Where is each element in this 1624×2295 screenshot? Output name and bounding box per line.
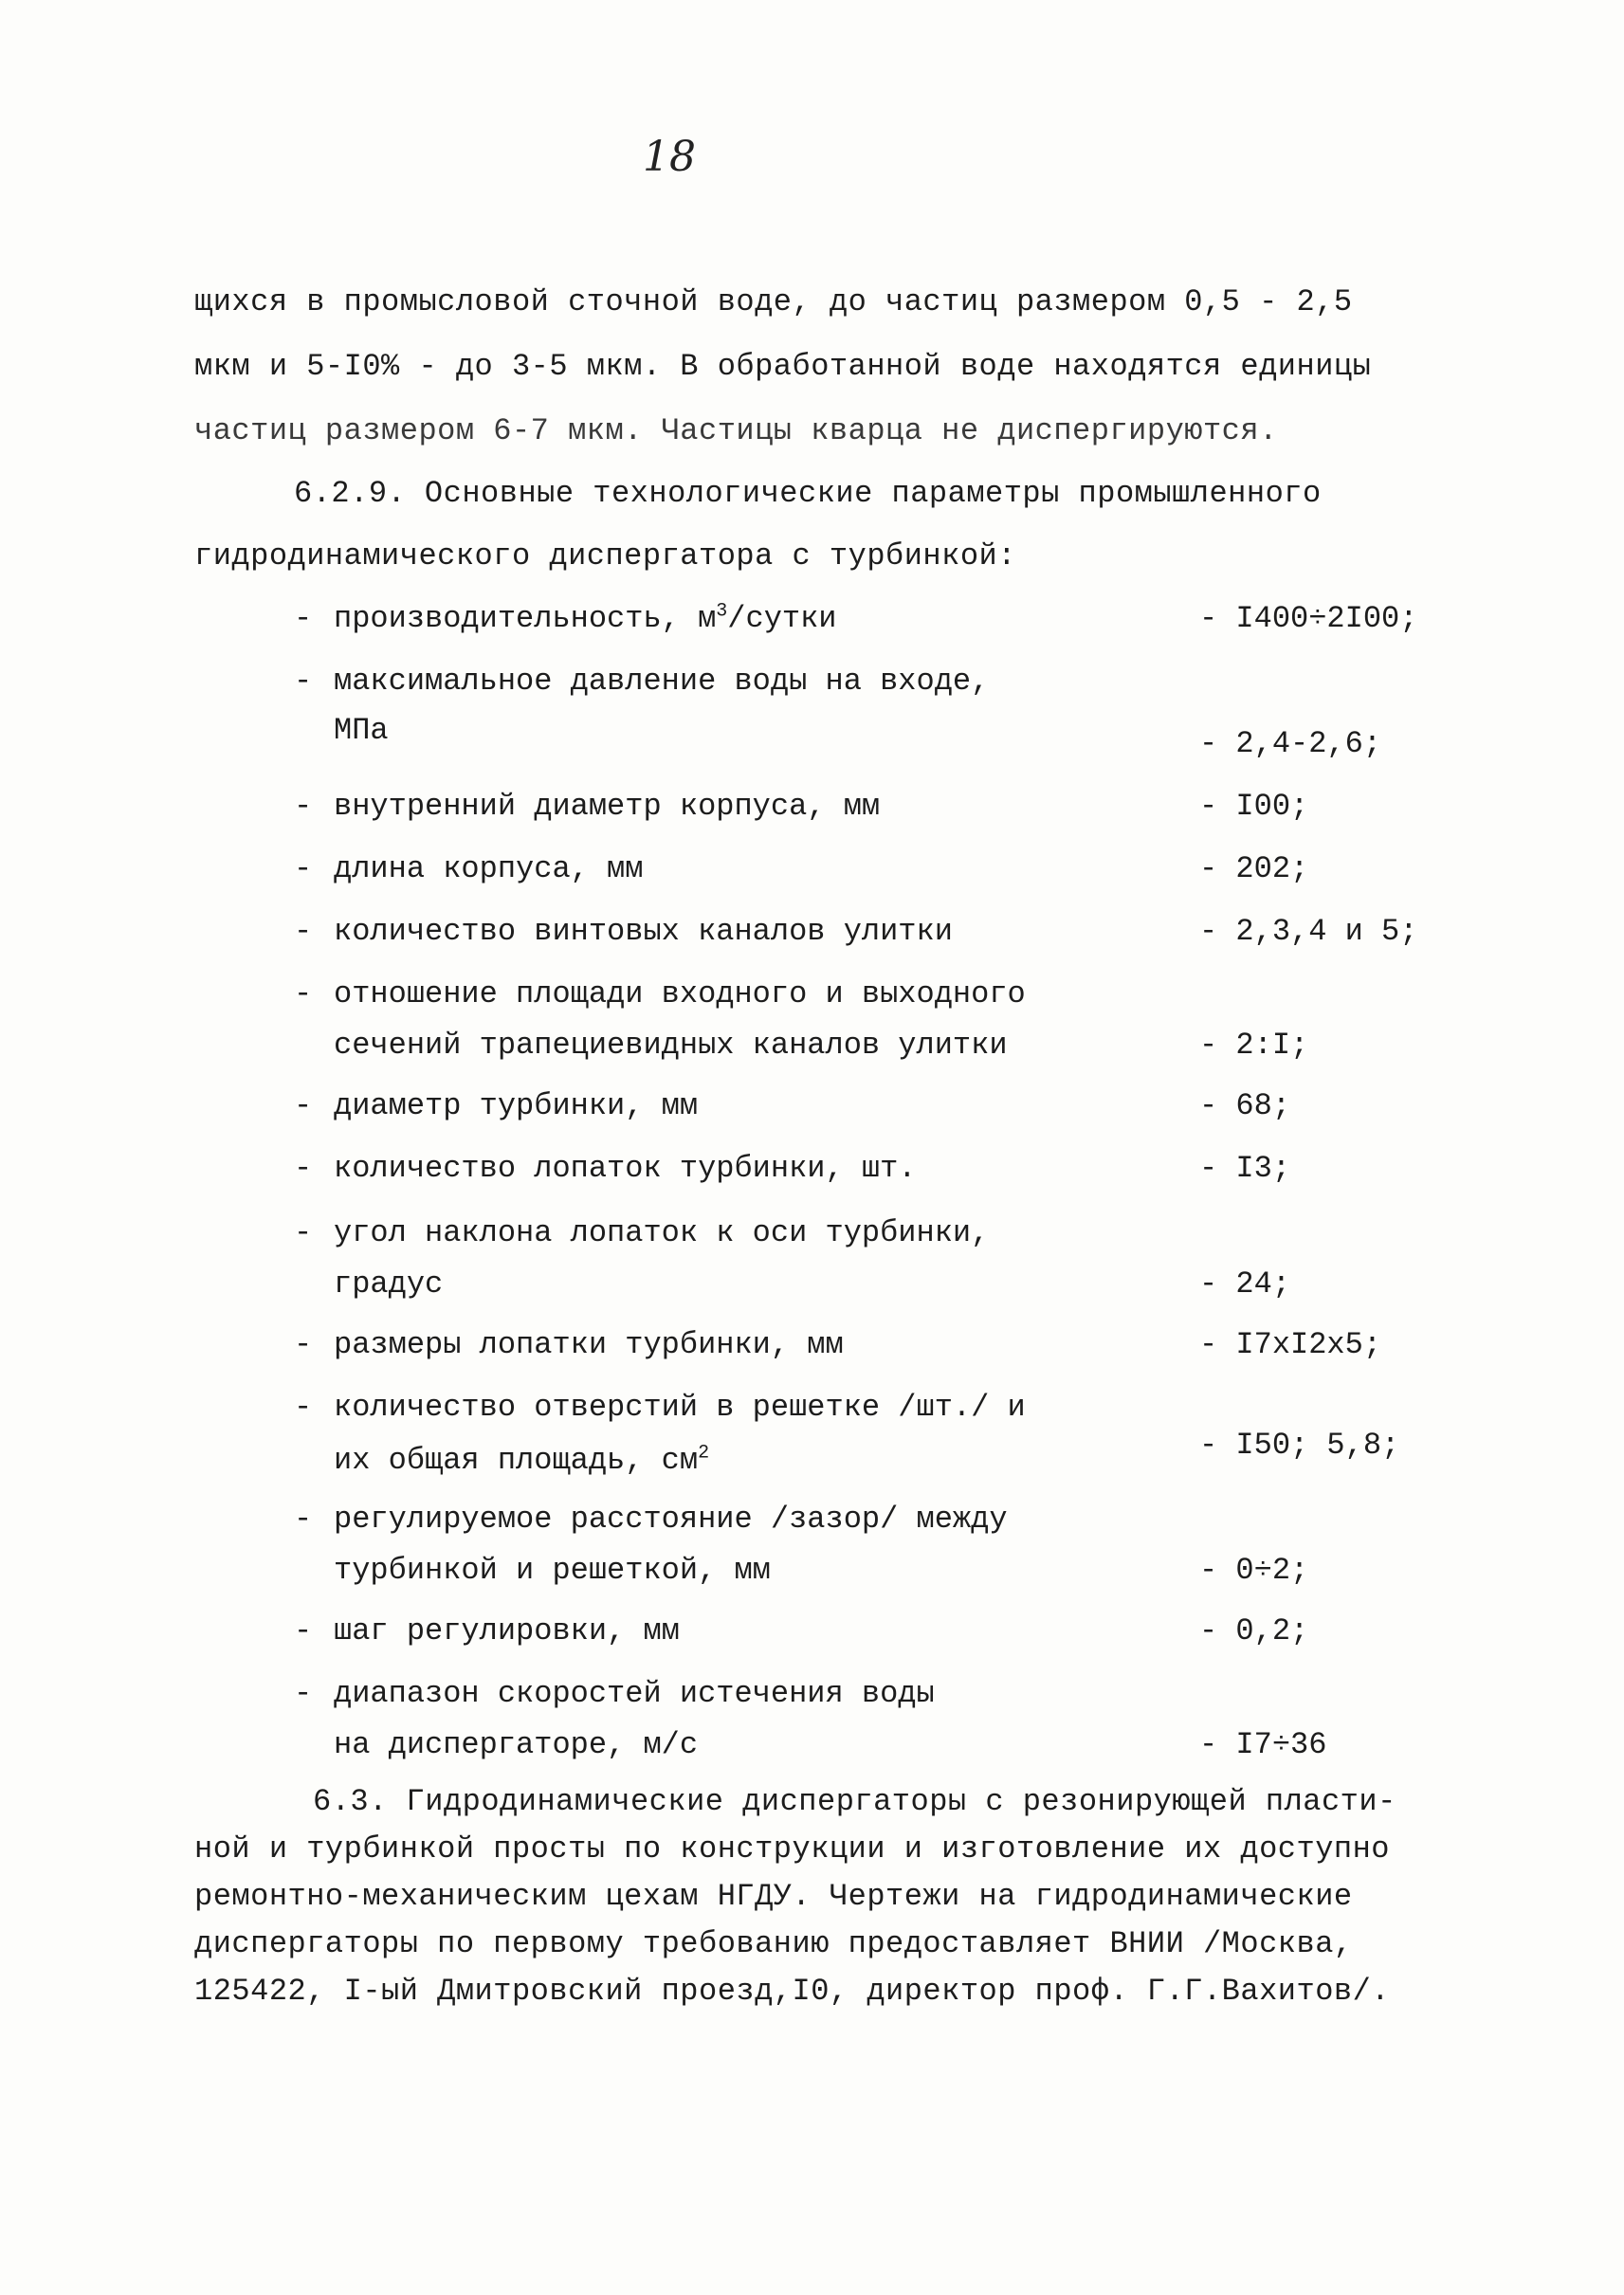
param-value: - 202; bbox=[1199, 851, 1309, 886]
param-label: - отношение площади входного и выходного bbox=[294, 976, 1026, 1011]
section-63-line: 6.3. Гидродинамические диспергаторы с резонирующей пласти- bbox=[313, 1784, 1396, 1819]
param-label-cont: МПа bbox=[334, 713, 389, 748]
section-63-line: ремонтно-механическим цехам НГДУ. Чертежи на гидродинамические bbox=[194, 1879, 1353, 1914]
param-value: - I00; bbox=[1199, 789, 1309, 824]
param-label-cont: сечений трапециевидных каналов улитки bbox=[334, 1028, 1008, 1063]
param-label: - производительность, $м^3$/сутки bbox=[294, 600, 837, 636]
param-label-cont: турбинкой и решеткой, мм bbox=[334, 1553, 771, 1588]
section-63-line: ной и турбинкой просты по конструкции и изготовление их доступно bbox=[194, 1831, 1390, 1867]
intro-line: частиц размером 6-7 мкм. Частицы кварца не диспергируются. bbox=[194, 413, 1278, 448]
param-value: - 24; bbox=[1199, 1266, 1291, 1302]
param-label: - количество отверстий в решетке /шт./ и bbox=[294, 1390, 1026, 1425]
param-value: - I400÷2I00; bbox=[1199, 601, 1418, 636]
param-label: - максимальное давление воды на входе, bbox=[294, 664, 990, 699]
section-heading: 6.2.9. Основные технологические параметры промышленного bbox=[294, 476, 1322, 511]
page-number: 18 bbox=[643, 133, 696, 181]
intro-line: мкм и 5-I0% - до 3-5 мкм. В обработанной воде находятся единицы bbox=[194, 349, 1372, 384]
param-value: - I3; bbox=[1199, 1151, 1291, 1186]
section-heading-cont: гидродинамического диспергатора с турбинкой: bbox=[194, 538, 1016, 574]
param-label: - количество винтовых каналов улитки bbox=[294, 914, 953, 949]
param-value: - 68; bbox=[1199, 1088, 1291, 1123]
section-63-line: 125422, I-ый Дмитровский проезд,I0, директор проф. Г.Г.Вахитов/. bbox=[194, 1974, 1390, 2009]
param-value: - 0÷2; bbox=[1199, 1553, 1309, 1588]
param-value: - 2,4-2,6; bbox=[1199, 726, 1382, 761]
param-label: - шаг регулировки, мм bbox=[294, 1613, 680, 1648]
param-value: - I7xI2x5; bbox=[1199, 1327, 1382, 1362]
param-label-cont: градус bbox=[334, 1266, 444, 1302]
section-63-line: диспергаторы по первому требованию предоставляет ВНИИ /Москва, bbox=[194, 1926, 1353, 1961]
param-value: - I50; 5,8; bbox=[1199, 1428, 1400, 1463]
param-label: - регулируемое расстояние /зазор/ между bbox=[294, 1502, 1008, 1537]
param-label: - количество лопаток турбинки, шт. bbox=[294, 1151, 917, 1186]
param-value: - I7÷36 bbox=[1199, 1727, 1327, 1762]
param-label-cont: на диспергаторе, м/с bbox=[334, 1727, 699, 1762]
param-label: - диапазон скоростей истечения воды bbox=[294, 1676, 935, 1711]
param-label-cont: их общая площадь, $см^2$ bbox=[334, 1442, 710, 1478]
param-label: - длина корпуса, мм bbox=[294, 851, 644, 886]
param-label: - размеры лопатки турбинки, мм bbox=[294, 1327, 844, 1362]
intro-line: щихся в промысловой сточной воде, до частиц размером 0,5 - 2,5 bbox=[194, 284, 1353, 319]
param-label: - угол наклона лопаток к оси турбинки, bbox=[294, 1215, 990, 1250]
param-label: - внутренний диаметр корпуса, мм bbox=[294, 789, 881, 824]
param-value: - 2:I; bbox=[1199, 1028, 1309, 1063]
param-label: - диаметр турбинки, мм bbox=[294, 1088, 699, 1123]
param-value: - 2,3,4 и 5; bbox=[1199, 914, 1418, 949]
param-value: - 0,2; bbox=[1199, 1613, 1309, 1648]
